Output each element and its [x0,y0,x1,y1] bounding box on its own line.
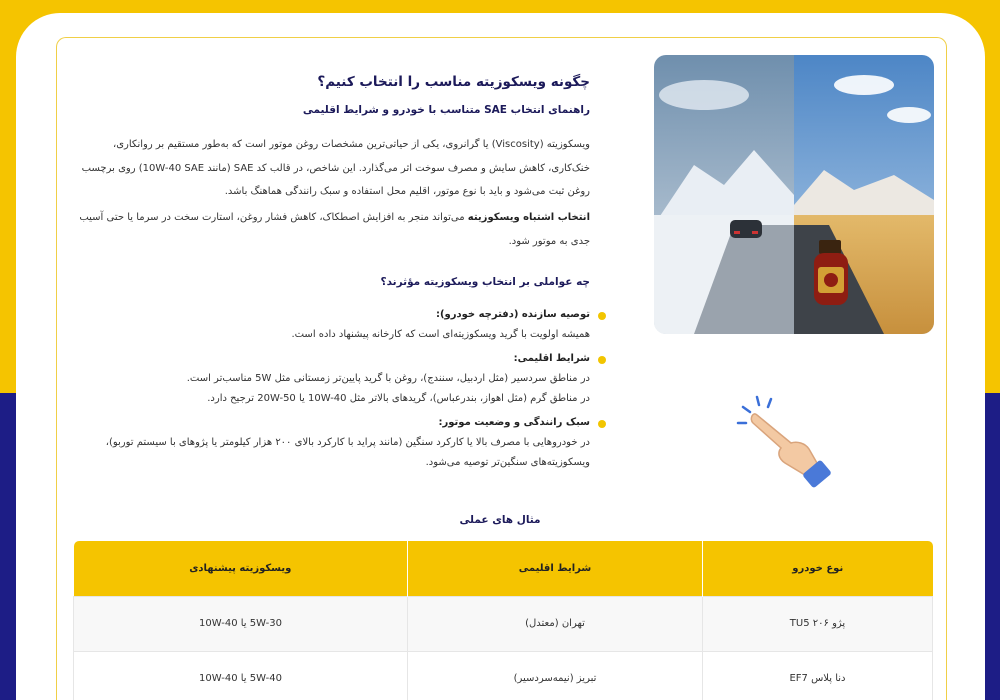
factor-title [70,413,590,433]
warning-bold: انتخاب اشتباه ویسکوزیته [467,212,590,223]
factor-title-text: سبک رانندگی و وضعیت موتور: [438,417,590,428]
factor-line: در مناطق گرم (مثل اهواز، بندرعباس)، گریدهای بالاتر مثل 10W-40 یا 20W-50 ترجیح دارد. [207,393,590,404]
table-header: نوع خودرو [703,541,933,596]
table-header-row [74,541,933,596]
factor-line: همیشه اولویت با گرید ویسکوزیته‌ای است که کارخانه پیشنهاد داده است. [291,329,590,340]
factors-heading: چه عواملی بر انتخاب ویسکوزیته مؤثرند؟ [380,276,590,288]
factor-item [70,413,590,473]
table-header: شرایط اقلیمی [408,541,703,596]
table-cell: تهران (معتدل) [408,596,703,651]
warning-text: می‌تواند منجر به افزایش اصطکاک، کاهش فشار روغن، استارت سخت در سرما یا حتی آسیب جدی به موتور شود. [79,212,590,247]
table-header: ویسکوزیته پیشنهادی [74,541,408,596]
factor-line: در مناطق سردسیر (مثل اردبیل، سنندج)، روغن با گرید پایین‌تر زمستانی مثل 5W مناسب‌تر است. [186,373,590,384]
table-cell: پژو ۲۰۶ TU5 [703,596,933,651]
factor-title [70,305,590,325]
bullet-dot [598,356,606,364]
pointing-hand-icon [735,393,840,493]
table-cell: 5W-40 یا 10W-40 [74,651,408,700]
table-cell: 5W-30 یا 10W-40 [74,596,408,651]
article-title: چگونه ویسکوزیته مناسب را انتخاب کنیم؟ [317,74,590,90]
table-cell: تبریز (نیمه‌سردسیر) [408,651,703,700]
examples-table [73,541,933,700]
bullet-dot [598,312,606,320]
oil-bottle-winter-road-photo [654,55,934,334]
factor-title-text: شرایط اقلیمی: [513,353,590,364]
warning-paragraph [70,206,590,253]
table-row [74,651,933,700]
intro-paragraph: ویسکوزیته (Viscosity) یا گرانروی، یکی از حیاتی‌ترین مشخصات روغن موتور است که به‌طور مستقیم بر روانکاری، خنک‌کاری، کاهش سایش و مصرف سوخت اثر می‌گذارد. این شاخص، در قالب کد SAE (مانند 10W-40 SAE) روی برچسب روغن ثبت می‌شود و باید با نوع موتور، اقلیم محل استفاده و سبک رانندگی هماهنگ باشد. [81,139,590,197]
bullet-dot [598,420,606,428]
factor-title-text: توصیه سازنده (دفترچه خودرو): [435,309,590,320]
factor-title [70,349,590,369]
article-subtitle: راهنمای انتخاب SAE متناسب با خودرو و شرایط اقلیمی [302,104,590,116]
examples-title: مثال های عملی [459,514,541,526]
factor-item [70,305,590,345]
factor-item [70,349,590,409]
table-row [74,596,933,651]
table-cell: دنا پلاس EF7 [703,651,933,700]
factor-line: در خودروهایی با مصرف بالا یا کارکرد سنگین (مانند پراید با کارکرد بالای ۲۰۰ هزار کیلومتر یا پژوهای با سیستم توربو)، ویسکوزیته‌های سنگین‌تر توصیه می‌شود. [105,437,590,468]
